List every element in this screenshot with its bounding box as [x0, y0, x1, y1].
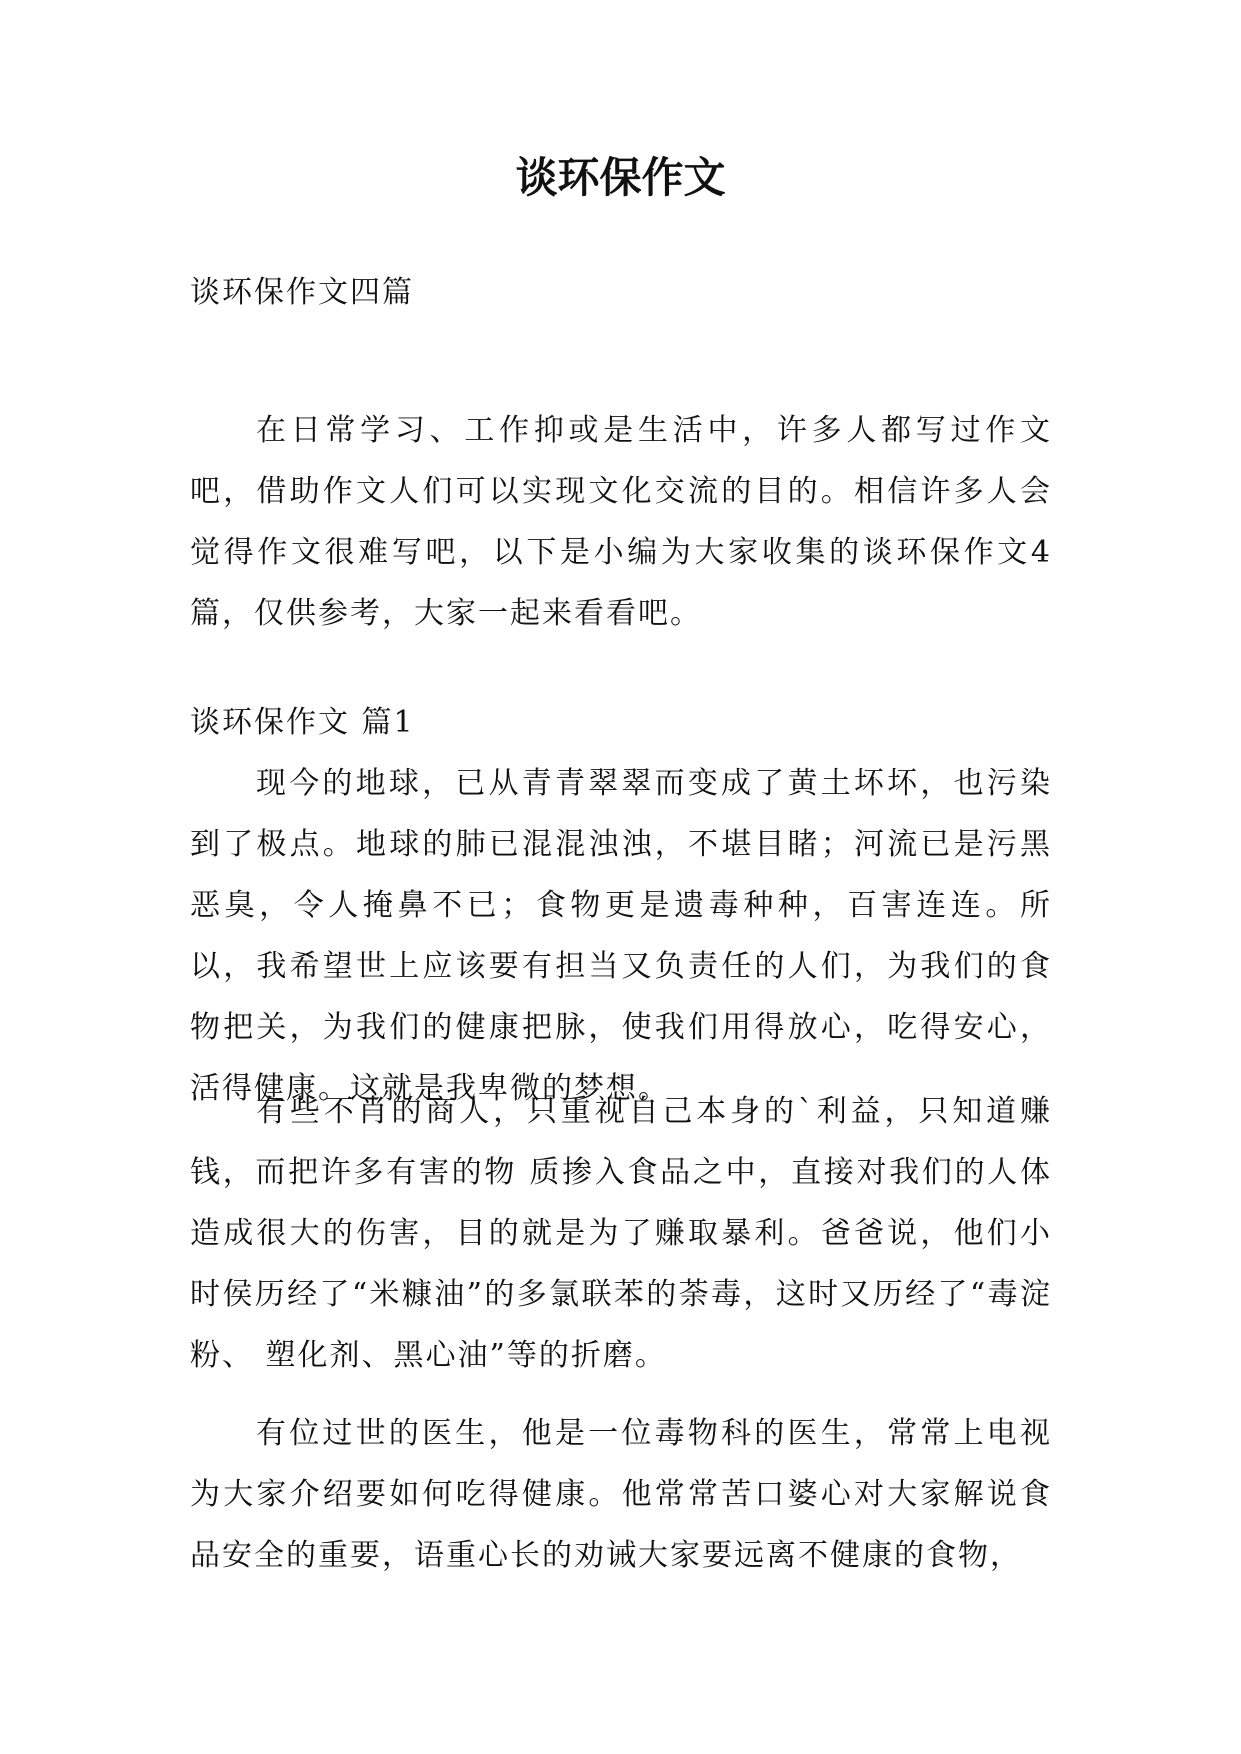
section-heading: 谈环保作文 篇1	[190, 705, 415, 740]
body-paragraph: 现今的地球，已从青青翠翠而变成了黄土坏坏，也污染到了极点。地球的肺已混混浊浊，不堪目睹；河流已是污黑恶臭，令人掩鼻不已；食物更是遗毒种种，百害连连。所以，我希望世上应该要有担当又负责任的人们，为我们的食物把关，为我们的健康把脉，使我们用得放心，吃得安心，活得健康。这就是我卑微的梦想。	[190, 766, 1052, 1106]
intro-paragraph: 在日常学习、工作抑或是生活中，许多人都写过作文吧，借助作文人们可以实现文化交流的目的。相信许多人会觉得作文很难写吧，以下是小编为大家收集的谈环保作文4篇，仅供参考，大家一起来看看吧。	[190, 413, 1052, 631]
document-subtitle: 谈环保作文四篇	[190, 275, 414, 310]
body-paragraph: 有位过世的医生，他是一位毒物科的医生，常常上电视为大家介绍要如何吃得健康。他常常苦口婆心对大家解说食品安全的重要，语重心长的劝诫大家要远离不健康的食物，	[190, 1416, 1052, 1573]
document-title: 谈环保作文	[515, 153, 726, 202]
body-paragraph: 有些不肖的商人，只重视自己本身的`利益，只知道赚钱，而把许多有害的物 质掺入食品之中，直接对我们的人体造成很大的伤害，目的就是为了赚取暴利。爸爸说，他们小时侯历经了“米糠油”的多氯联苯的荼毒，这时又历经了“毒淀粉、 塑化剂、黑心油”等的折磨。	[190, 1094, 1052, 1373]
